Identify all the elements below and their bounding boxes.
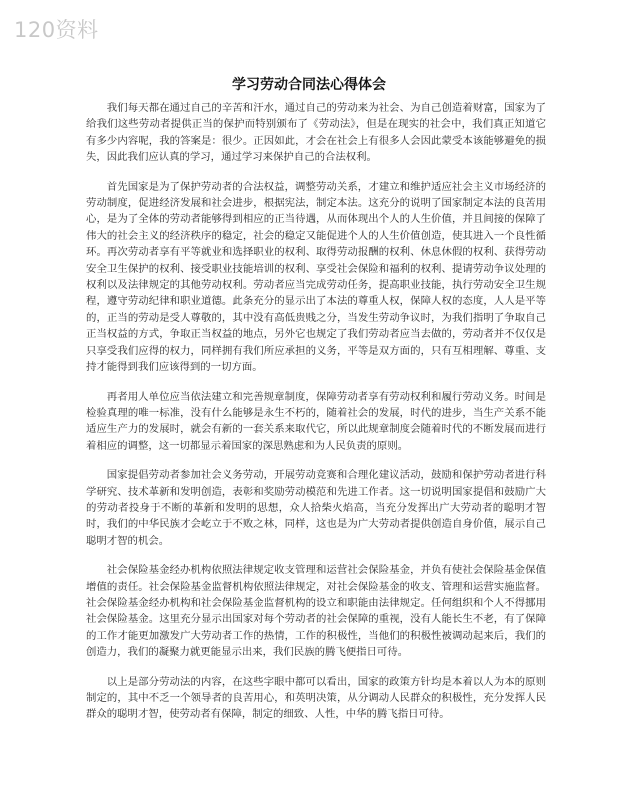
paragraph-social-insurance: 社会保险基金经办机构依照法律规定收支管理和运营社会保险基金，并负有使社会保险基金保值增值的责任。社会保险基金监督机构依照法律规定，对社会保险基金的收支、管理和运营实施监督。社会保险基金经办机构和社会保险基金监督机构的设立和职能由法律规定。任何组织和个人不得挪用社会保险基金。这里充分显示出国家对每个劳动者的社会保障的重视，没有人能长生不老，有了保障的工作才能更加激发广大劳动者工作的热情，工作的积极性，当他们的积极性被调动起来后，我们的创造力，我们的凝聚力就更能显示出来，我们民族的腾飞便指日可待。 [86, 564, 546, 659]
watermark-logo: 120资料 [14, 18, 99, 42]
paragraph-worker-rights: 首先国家是为了保护劳动者的合法权益，调整劳动关系，才建立和维护适应社会主义市场经济的劳动制度，促进经济发展和社会进步，根据宪法，制定本法。这充分的说明了国家制定本法的良苦用心，是为了全体的劳动者能够得到相应的正当待遇，从而体现出个人的人生价值，并且间接的保障了伟大的社会主义的经济秩序的稳定，社会的稳定又能促进个人的人生价值创造，使其进入一个良性循环。再次劳动者享有平等就业和选择职业的权利、取得劳动报酬的权利、休息休假的权利、获得劳动安全卫生保护的权利、接受职业技能培训的权利、享受社会保险和福利的权利、提请劳动争议处理的权利以及法律规定的其他劳动权利。劳动者应当完成劳动任务，提高职业技能，执行劳动安全卫生规程，遵守劳动纪律和职业道德。此条充分的显示出了本法的尊重人权，保障人权的态度，人人是平等的，正当的劳动是受人尊敬的，其中没有高低贵贱之分，当发生劳动争议时，为我们指明了争取自己正当权益的方式，争取正当权益的地点，另外它也规定了我们劳动者应当去做的，劳动者并不仅仅是只享受我们应得的权力，同样拥有我们所应承担的义务，平等是双方面的，只有互相理解、尊重、支持才能得到我们应该得到的一切方面。 [86, 180, 546, 374]
paragraph-intro: 我们每天都在通过自己的辛苦和汗水，通过自己的劳动来为社会、为自己创造着财富，国家为了给我们这些劳动者提供正当的保护而特别颁布了《劳动法》，但是在现实的社会中，我们真正知道它有多少内容呢，我的答案是：很少。正因如此，才会在社会上有很多人会因此蒙受本该能够避免的损失，因此我们应认真的学习，通过学习来保护自己的合法权利。 [86, 102, 546, 164]
document-title: 学习劳动合同法心得体会 [232, 77, 386, 93]
paragraph-employer-rules: 再者用人单位应当依法建立和完善规章制度，保障劳动者享有劳动权利和履行劳动义务。时间是检验真理的唯一标准，没有什么能够是永生不朽的，随着社会的发展，时代的进步，当生产关系不能适应生产力的发展时，就会有新的一套关系来取代它，所以此规章制度会随着时代的不断发展而进行着相应的调整，这一切都显示着国家的深思熟虑和为人民负责的原则。 [86, 390, 546, 452]
paragraph-innovation: 国家提倡劳动者参加社会义务劳动，开展劳动竞赛和合理化建议活动，鼓励和保护劳动者进行科学研究、技术革新和发明创造，表彰和奖励劳动模范和先进工作者。这一切说明国家提倡和鼓励广大的劳动者投身于不断的革新和发明的思想，众人拾柴火焰高，当充分发挥出广大劳动者的聪明才智时，我们的中华民族才会屹立于不败之林，同样，这也是为广大劳动者提供创造自身价值，展示自己聪明才智的机会。 [86, 469, 546, 547]
document-body [86, 100, 546, 736]
paragraph-conclusion: 以上是部分劳动法的内容，在这些字眼中都可以看出，国家的政策方针均是本着以人为本的原则制定的，其中不乏一个领导者的良苦用心，和英明决策，从分调动人民群众的积极性，充分发挥人民群众的聪明才智，使劳动者有保障，制定的细致、人性，中华的腾飞指日可待。 [86, 675, 546, 721]
